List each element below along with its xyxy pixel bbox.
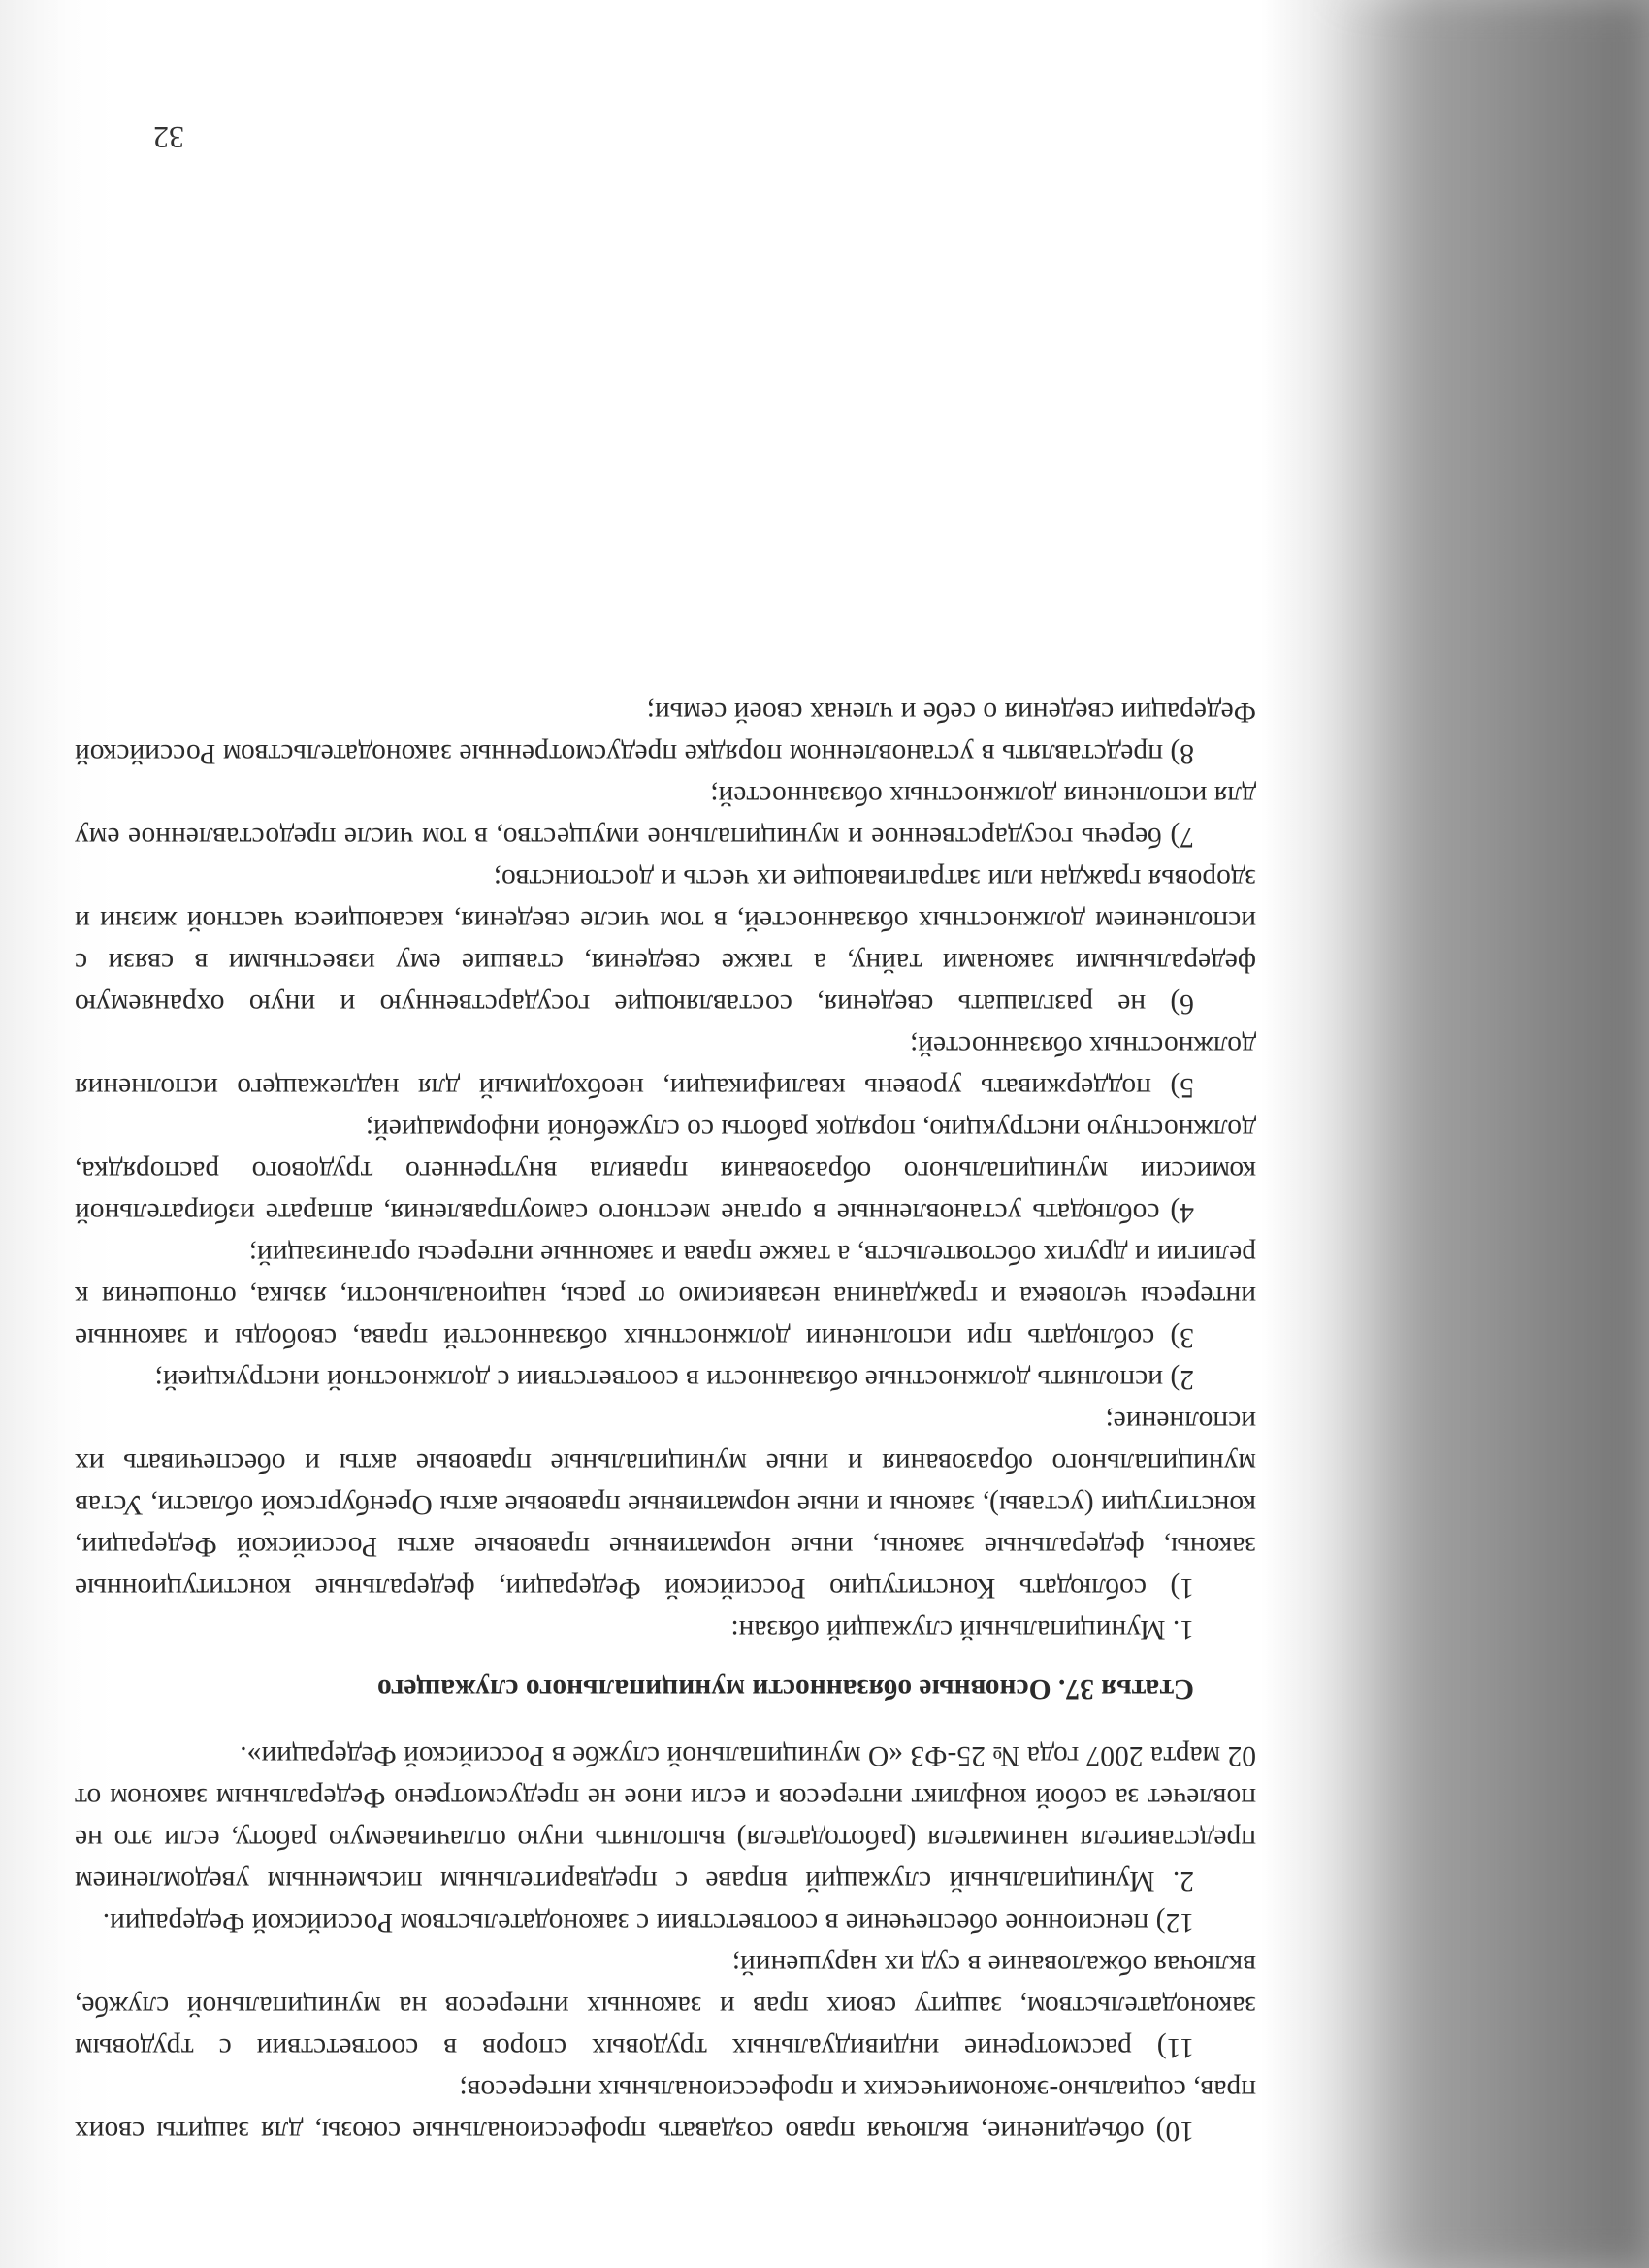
duty-item-2: 2) исполнять должностные обязанности в соответствии с должностной инструкцией; [154,1364,1194,1395]
duty-item-3: 3) соблюдать при исполнении должностных обязанностей права, свободы и законные интересы человека и гражданина независимо от расы, национальности, языка, отношения к религии и других обстоятельств, а также права и законные интересы организаций; [75,1239,1256,1353]
paragraph-item-10: 10) объединение, включая право создавать профессиональные союзы, для защиты своих прав, социально-экономических и профессиональных интересов; [75,2074,1256,2147]
duty-item-1: 1) соблюдать Конституцию Российской Федерации, федеральные конституционные законы, федеральные законы, иные нормативные правовые акты Российской Федерации, конституции (уставы), законы и иные нормативные правовые акты Оренбургской области, Устав муниципального образования и иные муниципальные правовые акты и обеспечивать их исполнение; [75,1406,1256,1604]
duty-item-6: 6) не разглашать сведения, составляющие государственную и иную охраняемую федеральными законами тайну, а также сведения, ставшие ему известными в связи с исполнением должностных обязанностей, в том числе сведения, касающиеся частной жизни и здоровья граждан или затрагивающие их честь и достоинство; [75,863,1256,1020]
paragraph-item-12: 12) пенсионное обеспечение в соответствии с законодательством Российской Федерации. [102,1907,1194,1938]
page-number: 32 [153,120,184,155]
paragraph-section-2: 2. Муниципальный служащий вправе с предварительным письменным уведомлением представителя нанимателя (работодателя) выполнять иную оплачиваемую работу, если это не повлечет за собой конфликт интересов и если иное не предусмотрено Федеральным законом от 02 марта 2007 года № 25-ФЗ «О муниципальной службе в Российской Федерации». [75,1740,1256,1896]
article-37-title: Статья 37. Основные обязанности муниципального служащего [376,1673,1194,1704]
duty-item-8: 8) представлять в установленном порядке предусмотренные законодательством Российской Федерации сведения о себе и членах своей семьи; [75,697,1256,769]
duty-item-5: 5) поддерживать уровень квалификации, необходимый для надлежащего исполнения должностных обязанностей; [75,1030,1256,1103]
duty-item-4: 4) соблюдать установленные в органе местного самоуправления, аппарате избирательной комиссии муниципального образования правила внутреннего трудового распорядка, должностную инструкцию, порядок работы со служебной информацией; [75,1114,1256,1228]
document-body [75,37,1256,2152]
paragraph-item-11: 11) рассмотрение индивидуальных трудовых споров в соответствии с трудовым законодательством, защиту своих прав и законных интересов на муниципальной службе, включая обжалование в суд их нарушений; [75,1949,1256,2063]
paragraph-section-1: 1. Муниципальный служащий обязан: [730,1614,1194,1645]
duty-item-7: 7) беречь государственное и муниципальное имущество, в том числе предоставленное ему для исполнения должностных обязанностей; [75,780,1256,853]
